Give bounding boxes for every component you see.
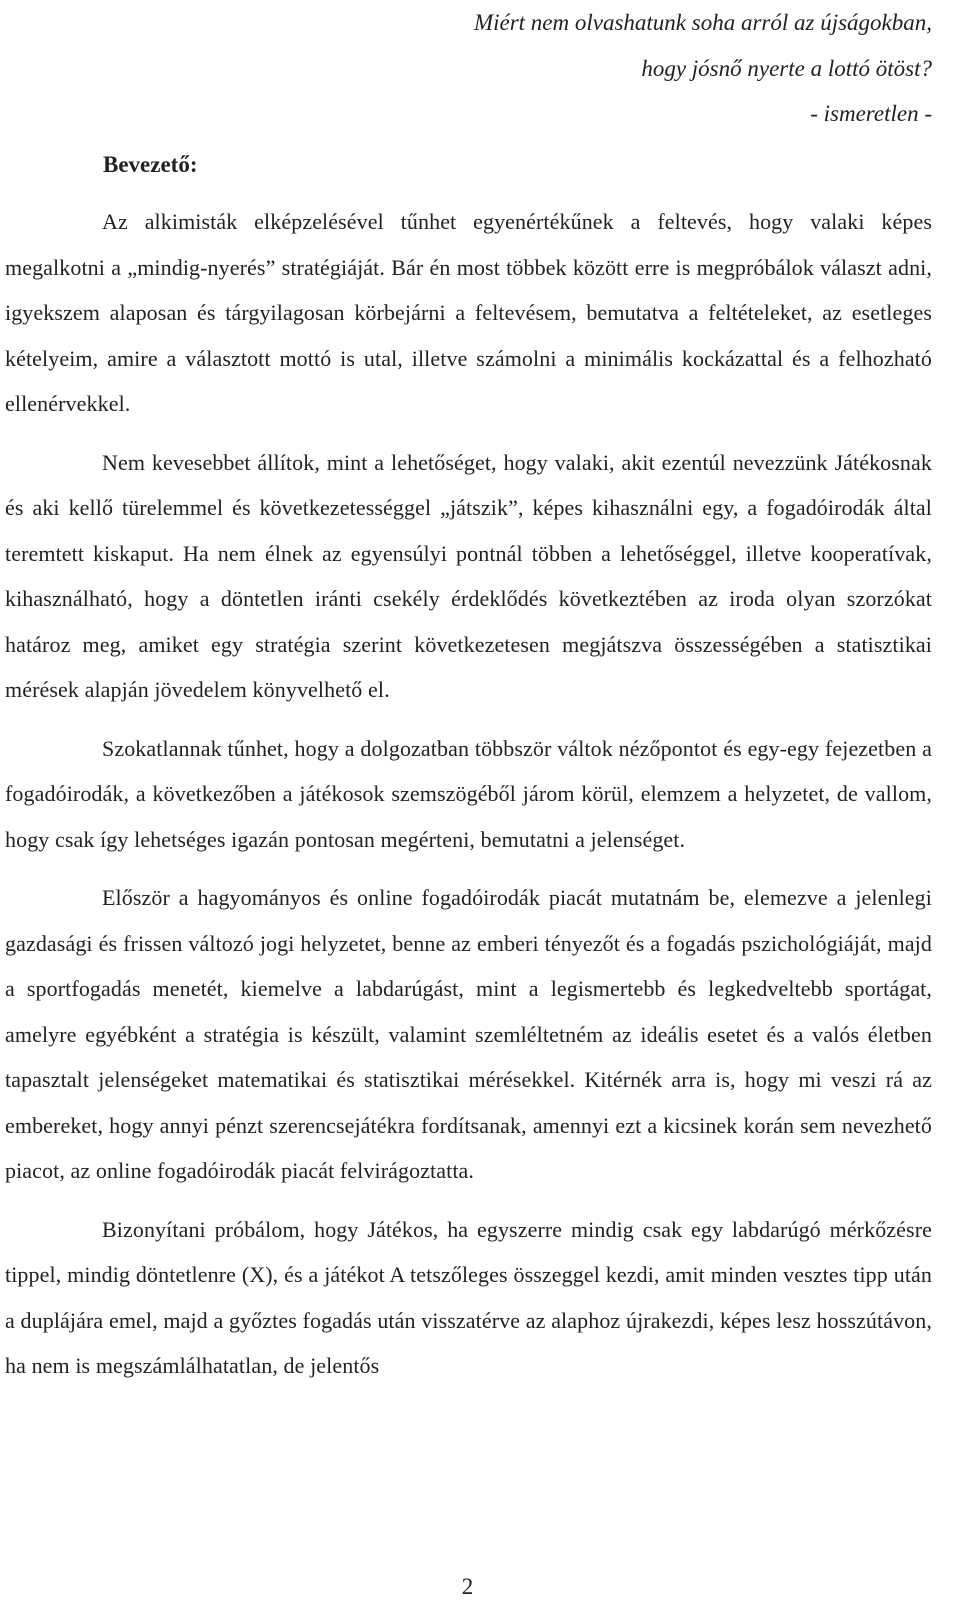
section-heading: Bevezető: [103, 152, 198, 177]
motto [474, 0, 932, 137]
paragraph-2: Nem kevesebbet állítok, mint a lehetőséget, hogy valaki, akit ezentúl nevezzünk Játékosnak és aki kellő türelemmel és következetességgel „játszik”, képes kihasználni egy, a fogadóirodák által teremtett kiskaput. Ha nem élnek az egyensúlyi pontnál többen a lehetőséggel, illetve kooperatívak, kihasználható, hogy a döntetlen iránti csekély érdeklődés következtében az iroda olyan szorzókat határoz meg, amiket egy stratégia szerint következetesen megjátszva összességében a statisztikai mérések alapján jövedelem könyvelhető el. [5, 449, 932, 702]
paragraph-4: Először a hagyományos és online fogadóirodák piacát mutatnám be, elemezve a jelenlegi gazdasági és frissen változó jogi helyzetet, benne az emberi tényezőt és a fogadás pszichológiáját, majd a sportfogadás menetét, kiemelve a labdarúgást, mint a legismertebb és legkedveltebb sportágat, amelyre egyébként a stratégia is készült, valamint szemléltetném az ideális esetet és a valós életben tapasztalt jelenségeket matematikai és statisztikai mérésekkel. Kitérnék arra is, hogy mi veszi rá az embereket, hogy annyi pénzt szerencsejátékra fordítsanak, amennyi ezt a kicsinek korán sem nevezhető piacot, az online fogadóirodák piacát felvirágoztatta. [5, 885, 932, 1183]
paragraph-3: Szokatlannak tűnhet, hogy a dolgozatban többször váltok nézőpontot és egy-egy fejezetben a fogadóirodák, a következőben a játékosok szemszögéből járom körül, elemzem a helyzetet, de vallom, hogy csak így lehetséges igazán pontosan megérteni, bemutatni a jelenséget. [5, 735, 932, 852]
motto-line-2: hogy jósnő nyerte a lottó ötöst? [641, 55, 932, 81]
body-text [5, 199, 932, 1389]
motto-author: - ismeretlen - [810, 101, 932, 126]
motto-line-1: Miért nem olvashatunk soha arról az újságokban, [473, 10, 932, 35]
paragraph-5: Bizonyítani próbálom, hogy Játékos, ha egyszerre mindig csak egy labdarúgó mérkőzésre tippel, mindig döntetlenre (X), és a játékot A tetszőleges összeggel kezdi, amit minden vesztes tipp után a duplájára emel, majd a győztes fogadás után visszatérve az alaphoz újrakezdi, képes lesz hosszútávon, ha nem is megszámlálhatatlan, de jelentős [5, 1216, 932, 1378]
paragraph-1: Az alkimisták elképzelésével tűnhet egyenértékűnek a feltevés, hogy valaki képes megalkotni a „mindig-nyerés” stratégiáját. Bár én most többek között erre is megpróbálok választ adni, igyekszem alaposan és tárgyilagosan körbejárni a feltevésem, bemutatva a feltételeket, az esetleges kételyeim, amire a választott mottó is utal, illetve számolni a minimális kockázattal és a felhozható ellenérvekkel. [5, 209, 932, 416]
page-number: 2 [461, 1574, 474, 1599]
